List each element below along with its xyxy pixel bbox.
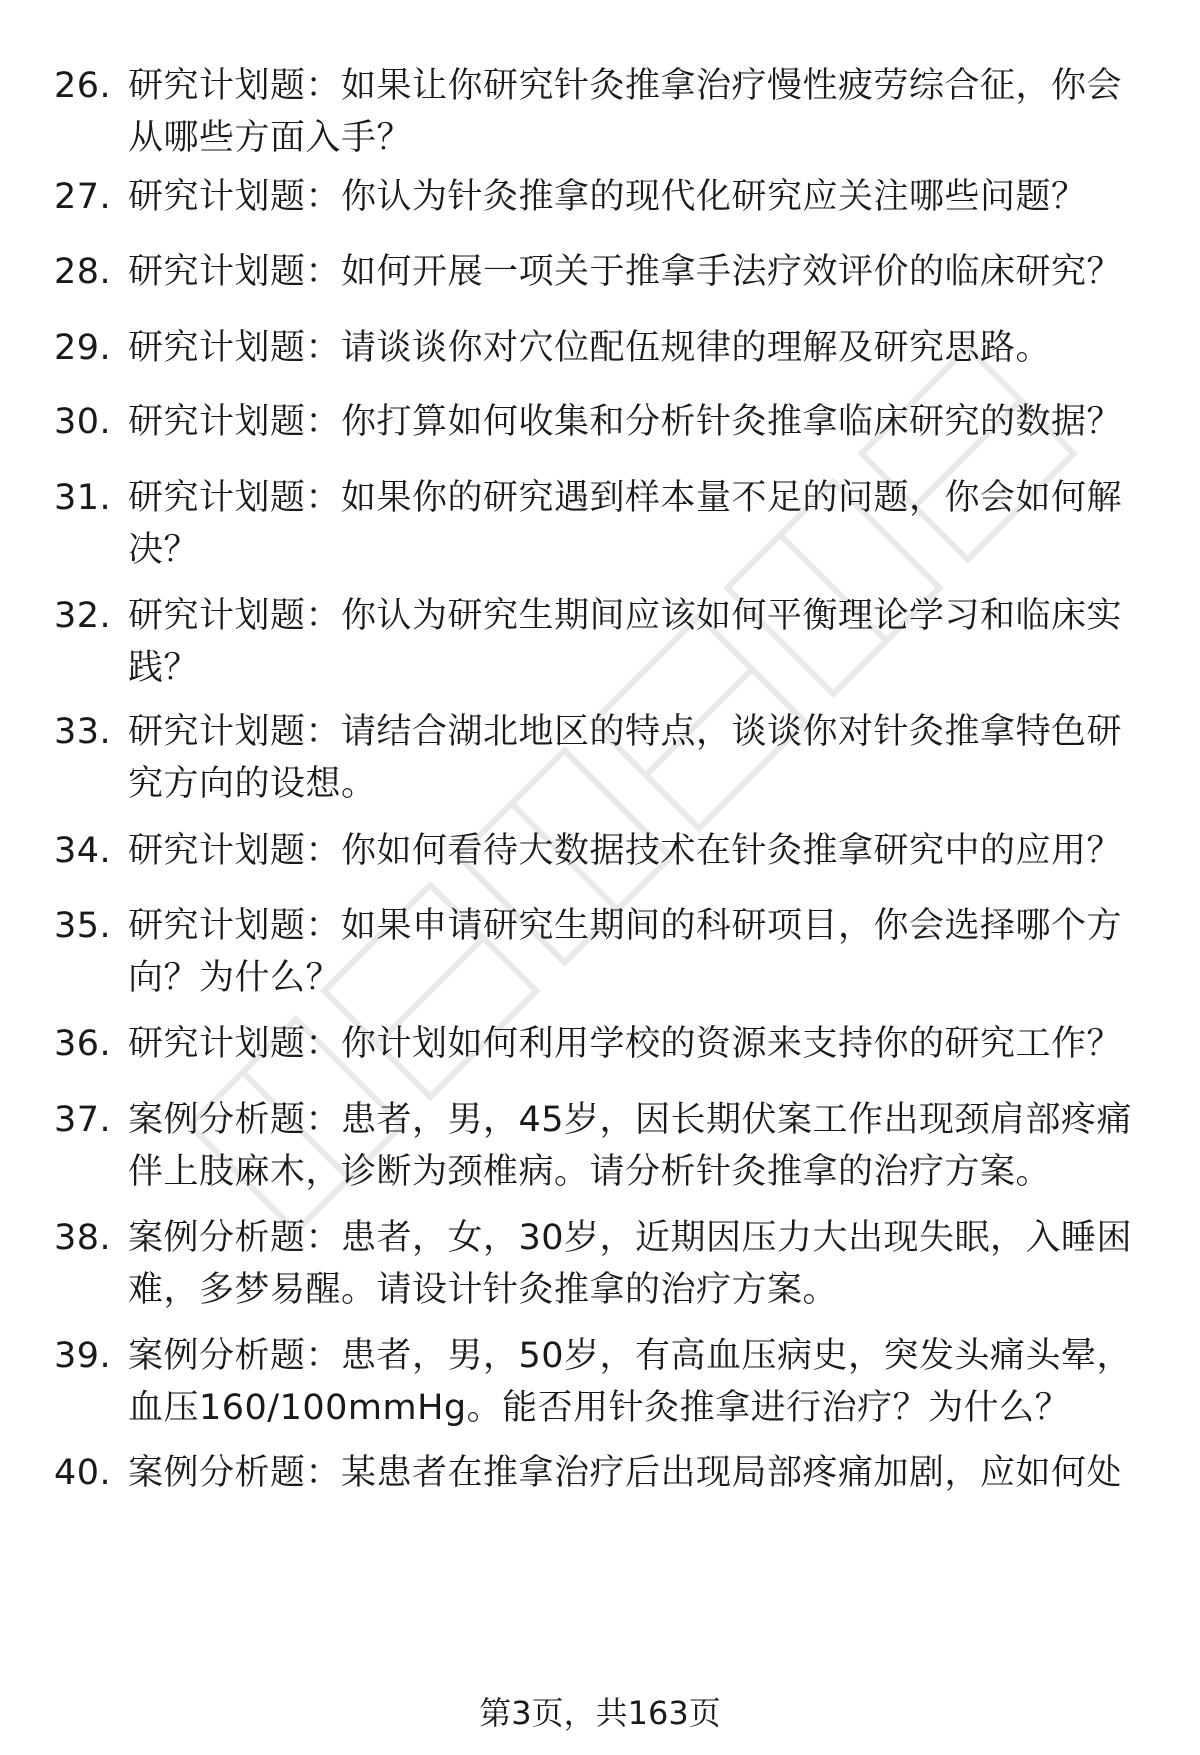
question-item [54,900,1154,1004]
question-item [54,1212,1154,1316]
question-text: 案例分析题：某患者在推拿治疗后出现局部疼痛加剧，应如何处 [128,1453,1123,1493]
question-number: 36. [54,1024,112,1064]
question-item [54,246,1154,298]
question-number: 32. [54,596,112,636]
question-text: 案例分析题：患者，男，45岁，因长期伏案工作出现颈肩部疼痛伴上肢麻木，诊断为颈椎病。请分析针灸推拿的治疗方案。 [128,1100,1133,1192]
question-number: 33. [54,712,112,752]
question-text: 研究计划题：请谈谈你对穴位配伍规律的理解及研究思路。 [128,328,1052,368]
question-text: 研究计划题：你打算如何收集和分析针灸推拿临床研究的数据？ [128,402,1123,442]
question-item [54,1094,1154,1198]
question-item [54,706,1154,810]
question-number: 30. [54,402,112,442]
question-item [54,322,1154,374]
question-text: 研究计划题：如果你的研究遇到样本量不足的问题，你会如何解决？ [128,478,1123,570]
question-number: 29. [54,328,112,368]
question-number: 28. [54,252,112,292]
question-text: 研究计划题：如果申请研究生期间的科研项目，你会选择哪个方向？为什么？ [128,906,1123,998]
question-text: 案例分析题：患者，女，30岁，近期因压力大出现失眠，入睡困难，多梦易醒。请设计针灸推拿的治疗方案。 [128,1218,1133,1310]
question-number: 37. [54,1100,112,1140]
question-text: 研究计划题：你认为针灸推拿的现代化研究应关注哪些问题？ [128,177,1087,217]
question-text: 研究计划题：你计划如何利用学校的资源来支持你的研究工作？ [128,1024,1123,1064]
question-number: 34. [54,831,112,871]
question-text: 研究计划题：如何开展一项关于推拿手法疗效评价的临床研究？ [128,252,1123,292]
question-text: 研究计划题：你认为研究生期间应该如何平衡理论学习和临床实践？ [128,596,1123,688]
question-text: 案例分析题：患者，男，50岁，有高血压病史，突发头痛头晕，血压160/100mmHg。能否用针灸推拿进行治疗？为什么？ [128,1336,1133,1428]
question-item [54,1447,1154,1499]
question-number: 27. [54,177,112,217]
question-number: 40. [54,1453,112,1493]
question-item [54,590,1154,694]
question-item [54,825,1154,877]
question-item [54,472,1154,576]
page-footer: 第3页，共163页 [479,1694,721,1732]
question-item [54,60,1154,164]
question-number: 31. [54,478,112,518]
question-item [54,171,1154,223]
question-text: 研究计划题：你如何看待大数据技术在针灸推拿研究中的应用？ [128,831,1123,871]
question-item [54,396,1154,448]
question-number: 38. [54,1218,112,1258]
question-item [54,1018,1154,1070]
question-text: 研究计划题：如果让你研究针灸推拿治疗慢性疲劳综合征，你会从哪些方面入手？ [128,66,1123,158]
question-text: 研究计划题：请结合湖北地区的特点，谈谈你对针灸推拿特色研究方向的设想。 [128,712,1123,804]
question-item [54,1330,1154,1434]
question-number: 26. [54,66,112,106]
question-number: 35. [54,906,112,946]
question-number: 39. [54,1336,112,1376]
